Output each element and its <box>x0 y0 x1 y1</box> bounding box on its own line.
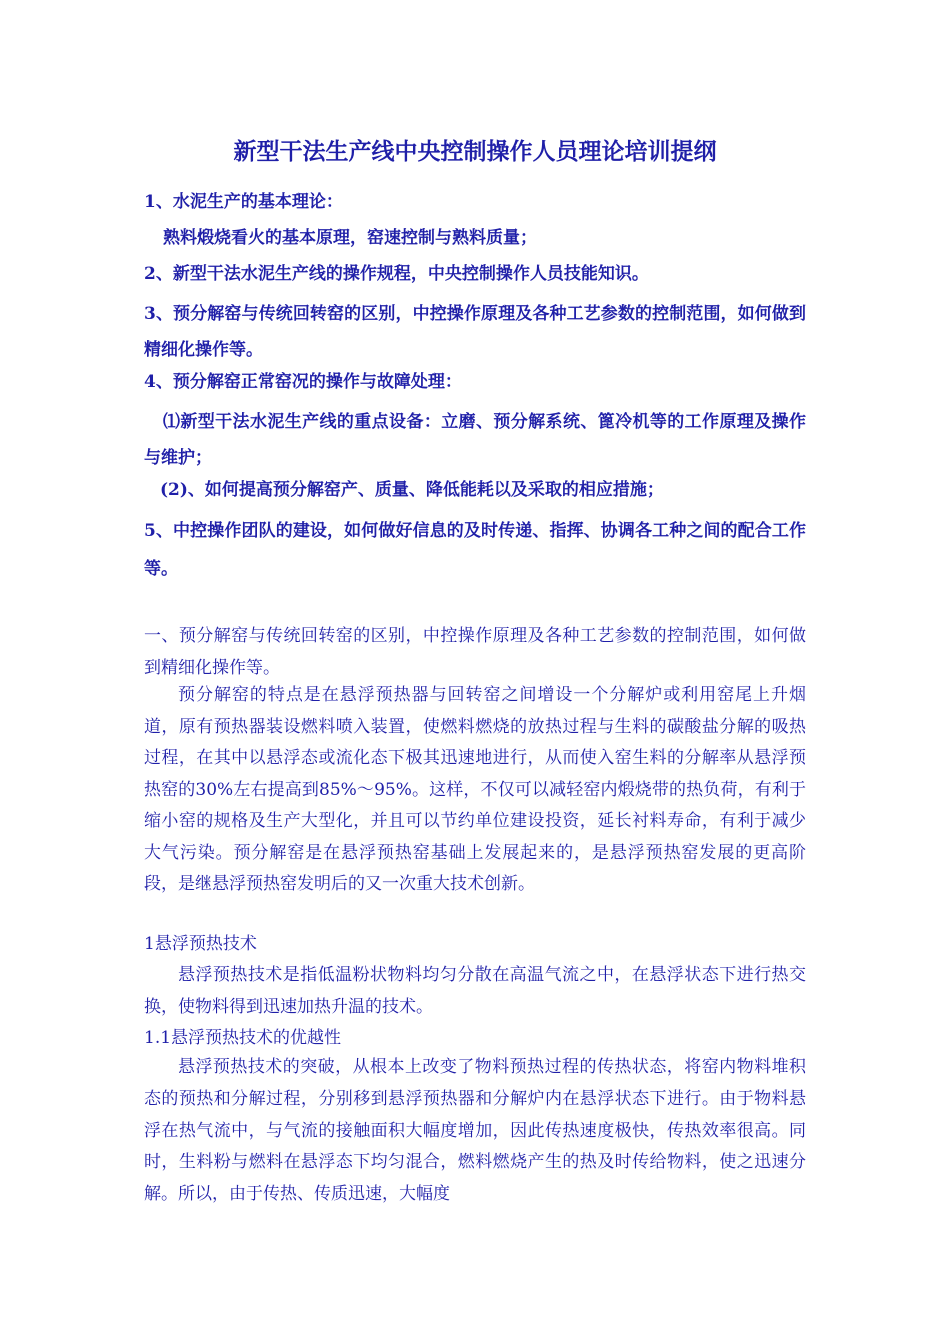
subsection-paragraph-1-1: 悬浮预热技术的突破，从根本上改变了物料预热过程的传热状态，将窑内物料堆积态的预热和分解过程，分别移到悬浮预热器和分解炉内在悬浮状态下进行。由于物料悬浮在热气流中，与气流的接触面积大幅度增加，因此传热速度极快，传热效率很高。同时，生料粉与燃料在悬浮态下均匀混合，燃料燃烧产生的热及时传给物料，使之迅速分解。所以，由于传热、传质迅速，大幅度 <box>144 1057 806 1205</box>
outline-item-4: 4、预分解窑正常窑况的操作与故障处理： <box>144 372 462 392</box>
outline-item-5: 5、中控操作团队的建设，如何做好信息的及时传递、指挥、协调各工种之间的配合工作等。 <box>144 521 806 579</box>
subsection-heading-1-1: 1.1悬浮预热技术的优越性 <box>144 1028 342 1048</box>
section-paragraph: 预分解窑的特点是在悬浮预热器与回转窑之间增设一个分解炉或利用窑尾上升烟道，原有预热器装设燃料喷入装置，使燃料燃烧的放热过程与生料的碳酸盐分解的吸热过程，在其中以悬浮态或流化态下极其迅速地进行，从而使入窑生料的分解率从悬浮预热窑的30%左右提高到85%～95%。这样，不仅可以减轻窑内煅烧带的热负荷，有利于缩小窑的规格及生产大型化，并且可以节约单位建设投资，延长衬料寿命，有利于减少大气污染。预分解窑是在悬浮预热窑基础上发展起来的，是悬浮预热窑发展的更高阶段，是继悬浮预热窑发明后的又一次重大技术创新。 <box>144 685 806 894</box>
subsection-paragraph-1: 悬浮预热技术是指低温粉状物料均匀分散在高温气流之中，在悬浮状态下进行热交换，使物料得到迅速加热升温的技术。 <box>144 965 806 1017</box>
document-title: 新型干法生产线中央控制操作人员理论培训提纲 <box>233 138 717 165</box>
outline-item-2: 2、新型干法水泥生产线的操作规程，中央控制操作人员技能知识。 <box>144 264 649 284</box>
outline-item-1: 1、水泥生产的基本理论： <box>144 192 343 212</box>
outline-item-4-1: ⑴新型干法水泥生产线的重点设备：立磨、预分解系统、篦冷机等的工作原理及操作与维护； <box>144 412 806 468</box>
outline-item-3: 3、预分解窑与传统回转窑的区别，中控操作原理及各种工艺参数的控制范围，如何做到精细化操作等。 <box>144 304 806 360</box>
outline-item-4-2: (2)、如何提高预分解窑产、质量、降低能耗以及采取的相应措施； <box>160 480 664 500</box>
subsection-heading-1: 1悬浮预热技术 <box>144 934 257 954</box>
section-heading: 一、预分解窑与传统回转窑的区别，中控操作原理及各种工艺参数的控制范围，如何做到精细化操作等。 <box>144 626 806 678</box>
outline-item-1-detail: 熟料煅烧看火的基本原理，窑速控制与熟料质量； <box>163 228 537 248</box>
